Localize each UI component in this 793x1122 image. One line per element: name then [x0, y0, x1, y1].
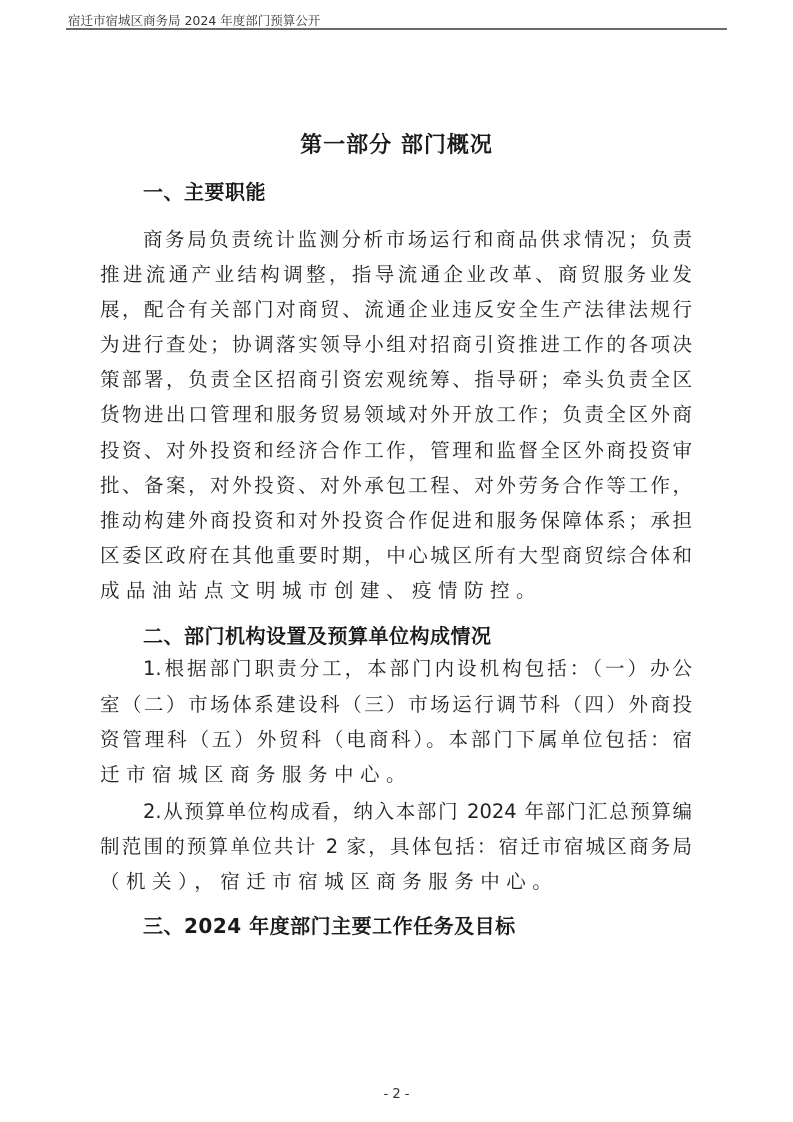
section-heading-3: 三、2024 年度部门主要工作任务及目标 — [143, 914, 516, 938]
paragraph-line: 推动构建外商投资和对外投资合作促进和服务保障体系；承担 — [100, 509, 692, 532]
paragraph-line: 1.根据部门职责分工，本部门内设机构包括：（一）办公 — [143, 657, 692, 680]
header-title: 宿迁市宿城区商务局 2024 年度部门预算公开 — [68, 13, 321, 28]
paragraph-line: 制范围的预算单位共计 2 家，具体包括：宿迁市宿城区商务局 — [100, 835, 692, 858]
header-divider — [66, 28, 727, 30]
paragraph-line: 为进行查处；协调落实领导小组对招商引资推进工作的各项决 — [100, 333, 692, 356]
paragraph-line: 室（二）市场体系建设科（三）市场运行调节科（四）外商投 — [100, 693, 692, 716]
paragraph-line: 投资、对外投资和经济合作工作，管理和监督全区外商投资审 — [100, 439, 692, 462]
paragraph-line: 成品油站点文明城市创建、疫情防控。 — [100, 579, 543, 602]
paragraph-line: 批、备案，对外投资、对外承包工程、对外劳务合作等工作， — [100, 474, 692, 497]
section-heading-2: 二、部门机构设置及预算单位构成情况 — [143, 624, 492, 648]
paragraph-line: 策部署，负责全区招商引资宏观统筹、指导研；牵头负责全区 — [100, 368, 692, 391]
paragraph-line: 推进流通产业结构调整，指导流通企业改革、商贸服务业发 — [100, 263, 692, 286]
page-number: - 2 - — [383, 1087, 410, 1102]
paragraph-line: 迁市宿城区商务服务中心。 — [100, 763, 413, 786]
paragraph-line: 2.从预算单位构成看，纳入本部门 2024 年部门汇总预算编 — [143, 800, 692, 823]
paragraph-line: 展，配合有关部门对商贸、流通企业违反安全生产法律法规行 — [100, 298, 692, 321]
paragraph-line: 区委区政府在其他重要时期，中心城区所有大型商贸综合体和 — [100, 544, 692, 567]
paragraph-line: 资管理科（五）外贸科（电商科）。本部门下属单位包括：宿 — [100, 728, 692, 751]
paragraph-line: 商务局负责统计监测分析市场运行和商品供求情况；负责 — [143, 228, 692, 251]
section-heading-1: 一、主要职能 — [143, 180, 266, 204]
paragraph-line: 货物进出口管理和服务贸易领域对外开放工作；负责全区外商 — [100, 403, 692, 426]
paragraph-line: （机关），宿迁市宿城区商务服务中心。 — [100, 870, 559, 893]
page-title: 第一部分 部门概况 — [300, 133, 493, 158]
